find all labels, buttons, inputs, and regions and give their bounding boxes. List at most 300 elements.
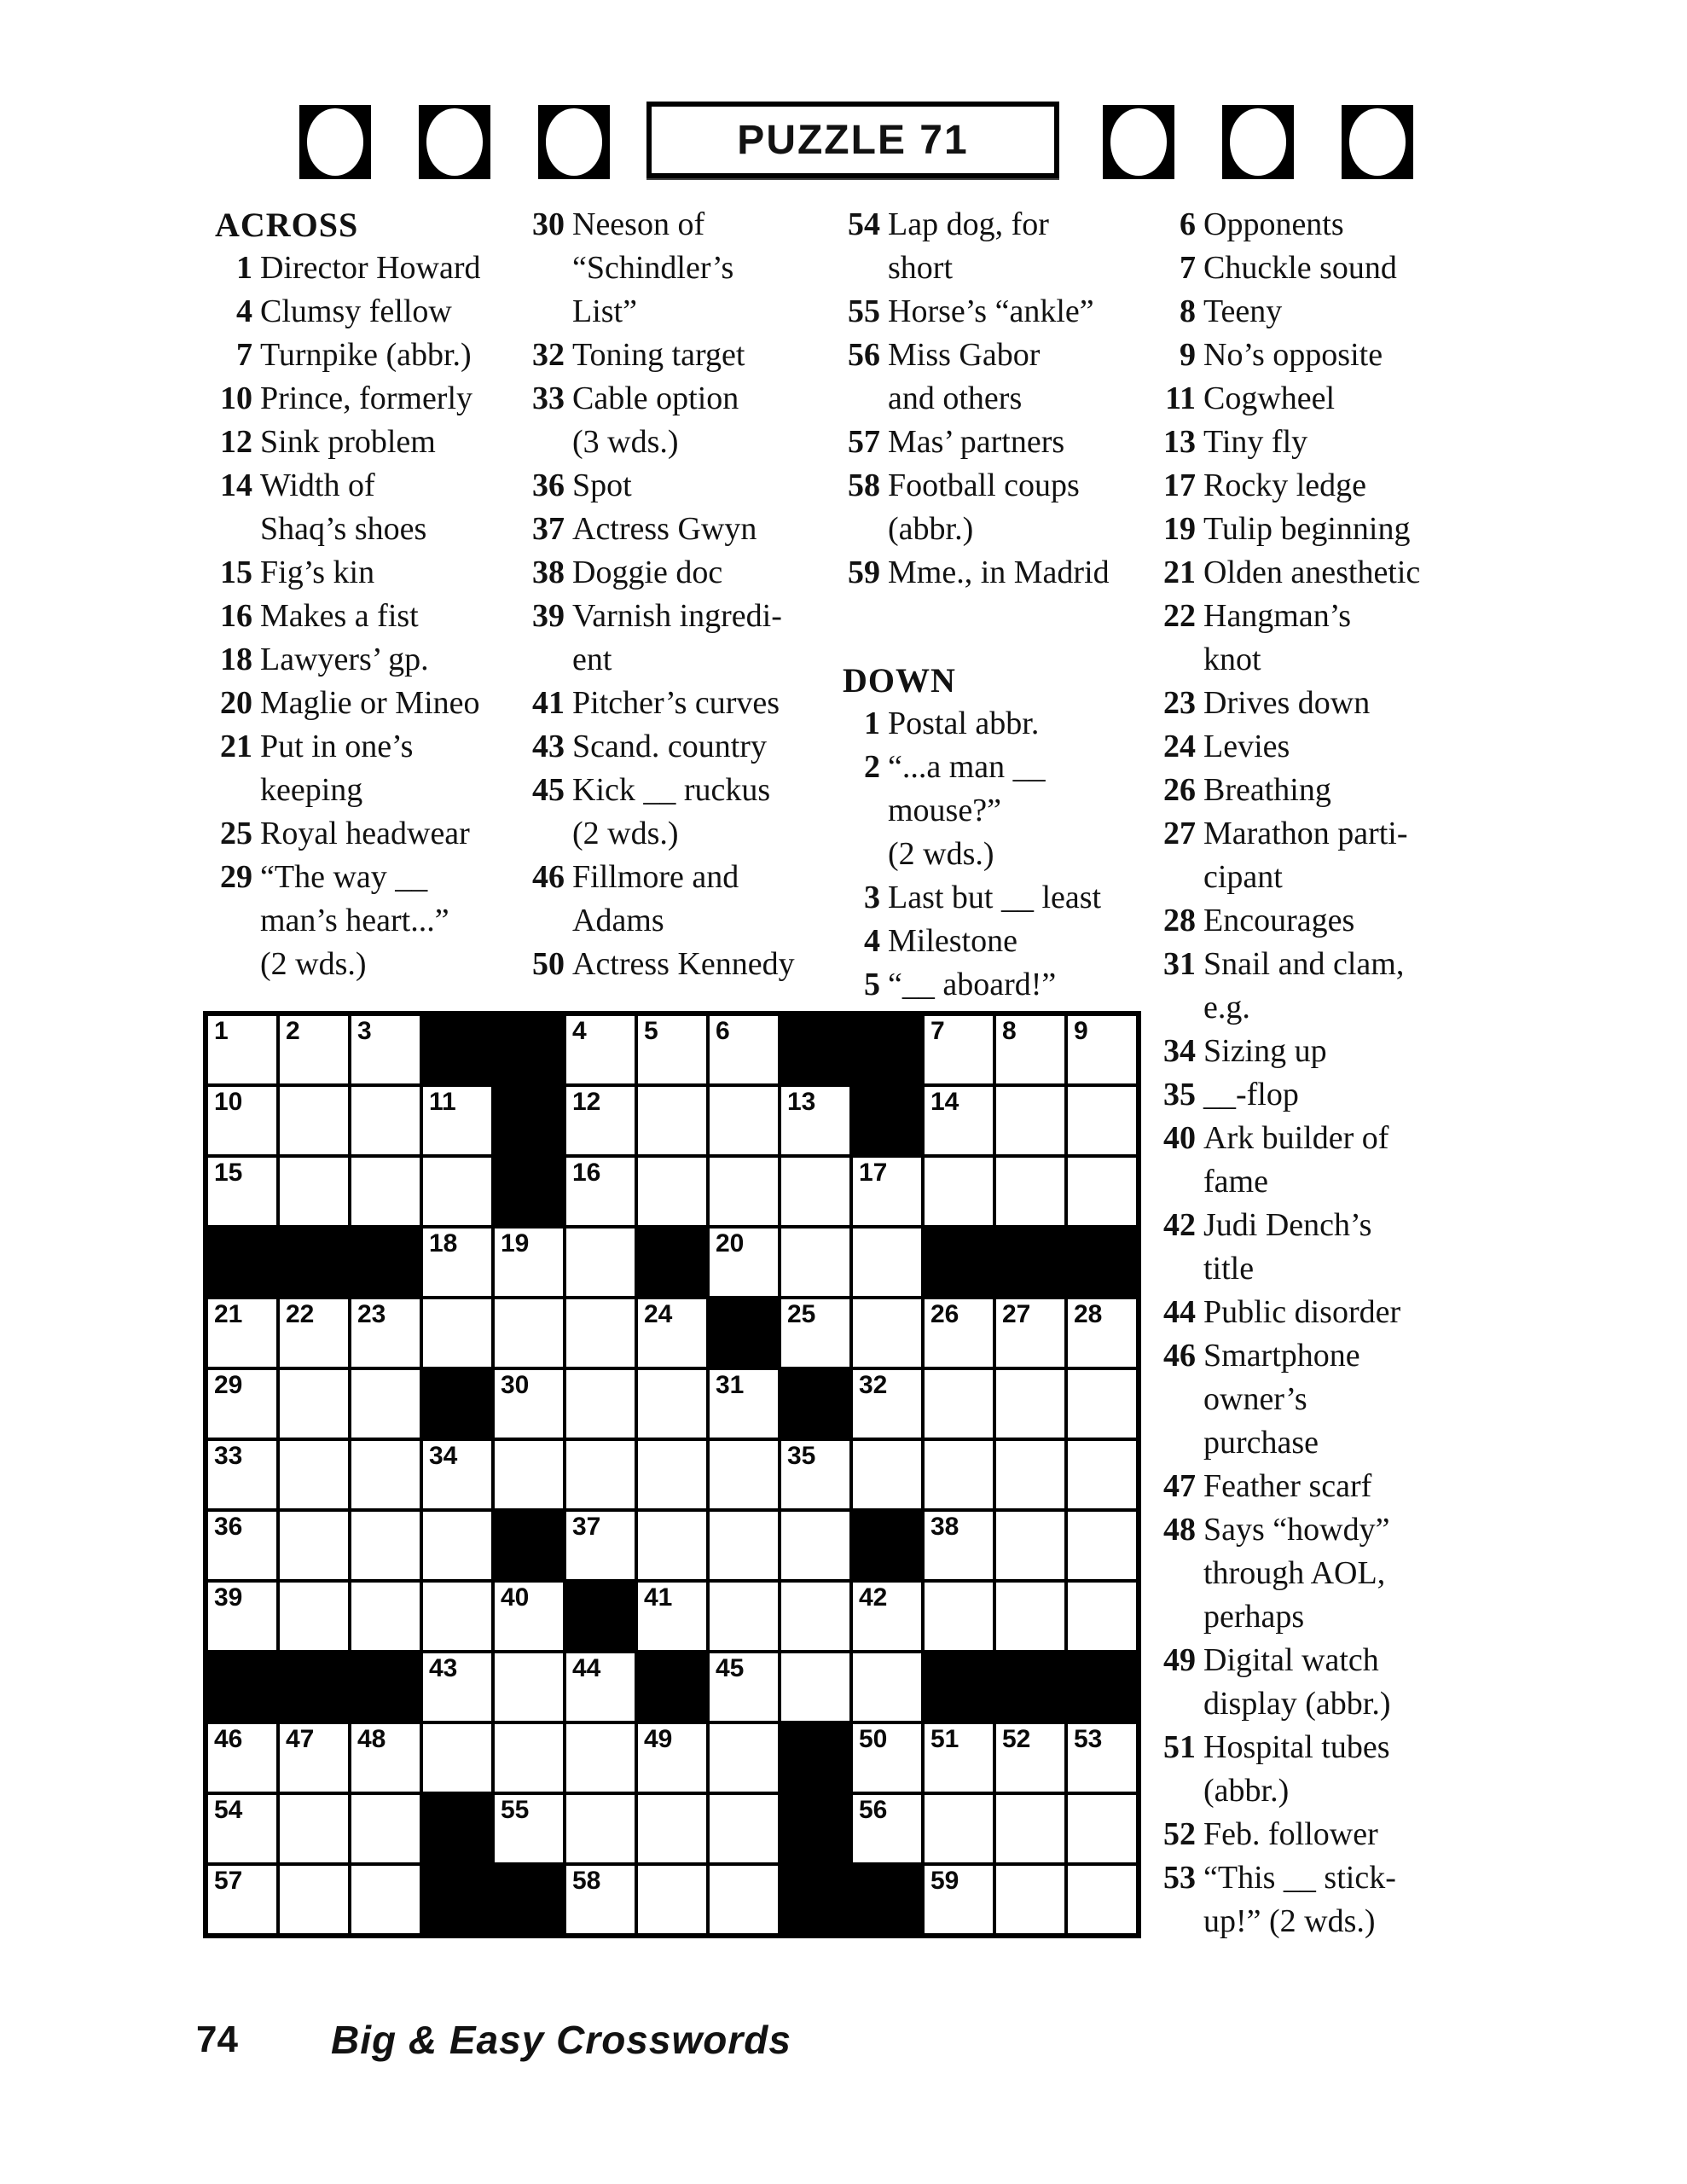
clue-text: perhaps bbox=[1203, 1599, 1305, 1635]
cell-r10c8[interactable] bbox=[708, 1652, 780, 1722]
clue-text: Drives down bbox=[1203, 685, 1371, 721]
cell-r11c13[interactable] bbox=[1066, 1722, 1139, 1793]
black-cell-r10c12 bbox=[994, 1652, 1066, 1722]
clue-number: 56 bbox=[848, 337, 880, 373]
across-clue-37 bbox=[527, 508, 843, 551]
clue-number: 18 bbox=[220, 642, 252, 677]
clue-number-spacer bbox=[1158, 1769, 1196, 1813]
clue-text: “Schindler’s bbox=[572, 250, 734, 286]
cell-r6c5[interactable] bbox=[493, 1368, 565, 1439]
cell-r12c13[interactable] bbox=[1066, 1793, 1139, 1864]
clue-number: 58 bbox=[848, 468, 880, 503]
cell-r1c8[interactable] bbox=[708, 1014, 780, 1085]
cell-r8c11[interactable] bbox=[923, 1510, 994, 1581]
cell-r9c5[interactable] bbox=[493, 1581, 565, 1652]
clue-text: Adams bbox=[572, 903, 664, 938]
cell-r13c7[interactable] bbox=[636, 1864, 708, 1936]
clue-text: (2 wds.) bbox=[888, 836, 994, 872]
cell-r6c2[interactable] bbox=[278, 1368, 350, 1439]
clue-number-spacer bbox=[1158, 1552, 1196, 1595]
cell-r8c4[interactable] bbox=[421, 1510, 493, 1581]
down-clue-9 bbox=[1158, 334, 1504, 377]
cell-number: 58 bbox=[572, 1867, 601, 1895]
cell-r12c2[interactable] bbox=[278, 1793, 350, 1864]
book-title: Big & Easy Crosswords bbox=[331, 2018, 791, 2062]
clue-text: knot bbox=[1203, 642, 1261, 677]
clue-text: Sizing up bbox=[1203, 1033, 1327, 1069]
cell-number: 10 bbox=[214, 1088, 243, 1116]
cell-r10c9[interactable] bbox=[780, 1652, 851, 1722]
clue-text: Turnpike (abbr.) bbox=[260, 337, 472, 373]
clue-text: title bbox=[1203, 1251, 1255, 1287]
across-clue-57 bbox=[843, 421, 1160, 464]
clue-text: Smartphone bbox=[1203, 1338, 1360, 1374]
clue-text: Feb. follower bbox=[1203, 1816, 1378, 1852]
cell-r2c3[interactable] bbox=[350, 1085, 421, 1156]
down-clue-2 bbox=[843, 746, 1160, 876]
cell-r8c7[interactable] bbox=[636, 1510, 708, 1581]
cell-r8c9[interactable] bbox=[780, 1510, 851, 1581]
cell-r3c12[interactable] bbox=[994, 1156, 1066, 1227]
clue-number: 26 bbox=[1163, 772, 1196, 808]
clue-text: Clumsy fellow bbox=[260, 293, 452, 329]
cell-r2c2[interactable] bbox=[278, 1085, 350, 1156]
cell-r1c11[interactable] bbox=[923, 1014, 994, 1085]
grid-row-3 bbox=[206, 1156, 1139, 1227]
cell-r1c13[interactable] bbox=[1066, 1014, 1139, 1085]
clue-number: 7 bbox=[1180, 250, 1196, 286]
cell-r11c8[interactable] bbox=[708, 1722, 780, 1793]
cell-r11c11[interactable] bbox=[923, 1722, 994, 1793]
cell-r6c1[interactable] bbox=[206, 1368, 278, 1439]
cell-r13c8[interactable] bbox=[708, 1864, 780, 1936]
cell-number: 38 bbox=[930, 1513, 959, 1541]
cell-r5c12[interactable] bbox=[994, 1298, 1066, 1368]
black-cell-r4c1 bbox=[206, 1227, 278, 1298]
cell-r7c10[interactable] bbox=[851, 1439, 923, 1510]
clue-number: 55 bbox=[848, 293, 880, 329]
clue-number: 21 bbox=[1163, 555, 1196, 590]
clue-number: 54 bbox=[848, 206, 880, 242]
down-clue-27 bbox=[1158, 812, 1504, 899]
cell-r6c7[interactable] bbox=[636, 1368, 708, 1439]
clue-text: Postal abbr. bbox=[888, 706, 1040, 741]
cell-r7c13[interactable] bbox=[1066, 1439, 1139, 1510]
cell-number: 34 bbox=[429, 1442, 458, 1470]
across-clue-43 bbox=[527, 725, 843, 769]
cell-number: 47 bbox=[286, 1725, 315, 1753]
cell-number: 44 bbox=[572, 1654, 601, 1682]
clue-number: 3 bbox=[864, 880, 880, 915]
black-cell-r13c4 bbox=[421, 1864, 493, 1936]
cell-r1c12[interactable] bbox=[994, 1014, 1066, 1085]
cell-r4c9[interactable] bbox=[780, 1227, 851, 1298]
cell-r13c11[interactable] bbox=[923, 1864, 994, 1936]
cell-number: 40 bbox=[501, 1583, 530, 1612]
black-cell-r10c2 bbox=[278, 1652, 350, 1722]
ornament-square bbox=[1222, 105, 1294, 179]
down-clue-31 bbox=[1158, 943, 1504, 1030]
clue-number: 34 bbox=[1163, 1033, 1196, 1069]
cell-r8c1[interactable] bbox=[206, 1510, 278, 1581]
cell-r11c2[interactable] bbox=[278, 1722, 350, 1793]
cell-r9c9[interactable] bbox=[780, 1581, 851, 1652]
cell-r12c8[interactable] bbox=[708, 1793, 780, 1864]
cell-r3c10[interactable] bbox=[851, 1156, 923, 1227]
across-clue-46 bbox=[527, 856, 843, 943]
clue-text: Levies bbox=[1203, 729, 1290, 764]
across-clue-38 bbox=[527, 551, 843, 595]
clue-number-spacer bbox=[843, 789, 880, 833]
cell-r1c7[interactable] bbox=[636, 1014, 708, 1085]
clue-text: ent bbox=[572, 642, 612, 677]
clue-text: Actress Gwyn bbox=[572, 511, 757, 547]
cell-r6c8[interactable] bbox=[708, 1368, 780, 1439]
cell-r3c4[interactable] bbox=[421, 1156, 493, 1227]
cell-r7c1[interactable] bbox=[206, 1439, 278, 1510]
cell-number: 5 bbox=[644, 1017, 658, 1045]
cell-r6c11[interactable] bbox=[923, 1368, 994, 1439]
cell-r10c10[interactable] bbox=[851, 1652, 923, 1722]
clue-column-2 bbox=[527, 203, 843, 986]
cell-r1c3[interactable] bbox=[350, 1014, 421, 1085]
cell-r5c4[interactable] bbox=[421, 1298, 493, 1368]
cell-r2c12[interactable] bbox=[994, 1085, 1066, 1156]
cell-r3c3[interactable] bbox=[350, 1156, 421, 1227]
clue-text: Kick __ ruckus bbox=[572, 772, 771, 808]
across-clue-14 bbox=[215, 464, 527, 551]
cell-r2c1[interactable] bbox=[206, 1085, 278, 1156]
cell-r9c11[interactable] bbox=[923, 1581, 994, 1652]
cell-r8c3[interactable] bbox=[350, 1510, 421, 1581]
cell-r4c8[interactable] bbox=[708, 1227, 780, 1298]
clue-text: “This __ stick- bbox=[1203, 1860, 1396, 1896]
clue-column-4 bbox=[1158, 203, 1504, 1943]
down-clue-24 bbox=[1158, 725, 1504, 769]
clue-text: Milestone bbox=[888, 923, 1017, 959]
cell-r9c3[interactable] bbox=[350, 1581, 421, 1652]
clue-text: “The way __ bbox=[260, 859, 428, 895]
clue-text: fame bbox=[1203, 1164, 1268, 1199]
clue-number: 50 bbox=[532, 946, 565, 982]
cell-r7c7[interactable] bbox=[636, 1439, 708, 1510]
cell-r3c2[interactable] bbox=[278, 1156, 350, 1227]
cell-number: 59 bbox=[930, 1867, 959, 1895]
black-cell-r1c10 bbox=[851, 1014, 923, 1085]
clue-number: 49 bbox=[1163, 1642, 1196, 1678]
cell-r3c7[interactable] bbox=[636, 1156, 708, 1227]
cell-r3c1[interactable] bbox=[206, 1156, 278, 1227]
cell-r6c6[interactable] bbox=[565, 1368, 636, 1439]
cell-r12c3[interactable] bbox=[350, 1793, 421, 1864]
black-cell-r1c9 bbox=[780, 1014, 851, 1085]
clue-number: 52 bbox=[1163, 1816, 1196, 1852]
cell-r11c7[interactable] bbox=[636, 1722, 708, 1793]
cell-r13c6[interactable] bbox=[565, 1864, 636, 1936]
clue-text: Teeny bbox=[1203, 293, 1283, 329]
across-section bbox=[843, 203, 1160, 595]
cell-r11c12[interactable] bbox=[994, 1722, 1066, 1793]
cell-r8c2[interactable] bbox=[278, 1510, 350, 1581]
clue-text: Miss Gabor bbox=[888, 337, 1041, 373]
cell-r6c3[interactable] bbox=[350, 1368, 421, 1439]
black-cell-r9c6 bbox=[565, 1581, 636, 1652]
cell-r9c12[interactable] bbox=[994, 1581, 1066, 1652]
cell-r3c6[interactable] bbox=[565, 1156, 636, 1227]
cell-r5c1[interactable] bbox=[206, 1298, 278, 1368]
grid-row-11 bbox=[206, 1722, 1139, 1793]
cell-r12c1[interactable] bbox=[206, 1793, 278, 1864]
cell-r10c6[interactable] bbox=[565, 1652, 636, 1722]
grid-row-9 bbox=[206, 1581, 1139, 1652]
cell-r7c5[interactable] bbox=[493, 1439, 565, 1510]
grid-row-7 bbox=[206, 1439, 1139, 1510]
cell-r2c4[interactable] bbox=[421, 1085, 493, 1156]
cell-number: 21 bbox=[214, 1300, 243, 1328]
cell-r12c11[interactable] bbox=[923, 1793, 994, 1864]
across-clue-39 bbox=[527, 595, 843, 682]
cell-r7c3[interactable] bbox=[350, 1439, 421, 1510]
clue-number: 15 bbox=[220, 555, 252, 590]
clue-number-spacer bbox=[1158, 1900, 1196, 1943]
cell-r5c10[interactable] bbox=[851, 1298, 923, 1368]
clue-text: Football coups bbox=[888, 468, 1080, 503]
cell-r11c10[interactable] bbox=[851, 1722, 923, 1793]
cell-r8c8[interactable] bbox=[708, 1510, 780, 1581]
ornament-square bbox=[1342, 105, 1413, 179]
across-clue-41 bbox=[527, 682, 843, 725]
cell-number: 55 bbox=[501, 1796, 530, 1824]
cell-r9c13[interactable] bbox=[1066, 1581, 1139, 1652]
grid-row-12 bbox=[206, 1793, 1139, 1864]
clue-text: owner’s bbox=[1203, 1381, 1307, 1417]
cell-r4c6[interactable] bbox=[565, 1227, 636, 1298]
down-clue-13 bbox=[1158, 421, 1504, 464]
clue-text: Marathon parti- bbox=[1203, 816, 1408, 851]
clue-number: 38 bbox=[532, 555, 565, 590]
cell-r8c12[interactable] bbox=[994, 1510, 1066, 1581]
grid-row-13 bbox=[206, 1864, 1139, 1936]
cell-r10c5[interactable] bbox=[493, 1652, 565, 1722]
cell-r12c5[interactable] bbox=[493, 1793, 565, 1864]
cell-r9c8[interactable] bbox=[708, 1581, 780, 1652]
cell-r12c7[interactable] bbox=[636, 1793, 708, 1864]
cell-r5c13[interactable] bbox=[1066, 1298, 1139, 1368]
clue-text: Varnish ingredi- bbox=[572, 598, 782, 634]
clue-text: “__ aboard!” bbox=[888, 967, 1057, 1002]
cell-r8c6[interactable] bbox=[565, 1510, 636, 1581]
cell-r9c1[interactable] bbox=[206, 1581, 278, 1652]
ornament-square bbox=[299, 105, 371, 179]
clue-text: Feather scarf bbox=[1203, 1468, 1372, 1504]
cell-r3c8[interactable] bbox=[708, 1156, 780, 1227]
clue-number: 8 bbox=[1180, 293, 1196, 329]
clue-text: Scand. country bbox=[572, 729, 767, 764]
clue-number: 33 bbox=[532, 380, 565, 416]
cell-r1c6[interactable] bbox=[565, 1014, 636, 1085]
cell-r5c7[interactable] bbox=[636, 1298, 708, 1368]
cell-r7c8[interactable] bbox=[708, 1439, 780, 1510]
down-clue-8 bbox=[1158, 290, 1504, 334]
cell-r13c12[interactable] bbox=[994, 1864, 1066, 1936]
across-clue-59 bbox=[843, 551, 1160, 595]
clue-number-spacer bbox=[1158, 1682, 1196, 1726]
cell-number: 57 bbox=[214, 1867, 243, 1895]
cell-r11c6[interactable] bbox=[565, 1722, 636, 1793]
down-clue-52 bbox=[1158, 1813, 1504, 1856]
cell-r2c7[interactable] bbox=[636, 1085, 708, 1156]
cell-r9c2[interactable] bbox=[278, 1581, 350, 1652]
puzzle-title-box bbox=[646, 102, 1059, 178]
across-clue-33 bbox=[527, 377, 843, 464]
clue-text: Doggie doc bbox=[572, 555, 723, 590]
cell-number: 29 bbox=[214, 1371, 243, 1399]
clue-number: 2 bbox=[864, 749, 880, 785]
cell-r5c2[interactable] bbox=[278, 1298, 350, 1368]
cell-r8c13[interactable] bbox=[1066, 1510, 1139, 1581]
clue-number: 43 bbox=[532, 729, 565, 764]
across-clue-36 bbox=[527, 464, 843, 508]
clue-number: 47 bbox=[1163, 1468, 1196, 1504]
cell-number: 39 bbox=[214, 1583, 243, 1612]
clue-text: Prince, formerly bbox=[260, 380, 473, 416]
cell-r2c11[interactable] bbox=[923, 1085, 994, 1156]
cell-r7c6[interactable] bbox=[565, 1439, 636, 1510]
clue-number: 22 bbox=[1163, 598, 1196, 634]
black-cell-r10c13 bbox=[1066, 1652, 1139, 1722]
down-clue-51 bbox=[1158, 1726, 1504, 1813]
cell-r13c1[interactable] bbox=[206, 1864, 278, 1936]
cell-r13c3[interactable] bbox=[350, 1864, 421, 1936]
black-cell-r13c10 bbox=[851, 1864, 923, 1936]
cell-r7c9[interactable] bbox=[780, 1439, 851, 1510]
cell-r6c13[interactable] bbox=[1066, 1368, 1139, 1439]
cell-r6c10[interactable] bbox=[851, 1368, 923, 1439]
clue-text: Lap dog, for bbox=[888, 206, 1049, 242]
across-clue-7 bbox=[215, 334, 527, 377]
cell-r13c13[interactable] bbox=[1066, 1864, 1139, 1936]
clue-text: purchase bbox=[1203, 1425, 1319, 1461]
down-clue-28 bbox=[1158, 899, 1504, 943]
across-clue-30 bbox=[527, 203, 843, 334]
black-cell-r4c13 bbox=[1066, 1227, 1139, 1298]
cell-number: 12 bbox=[572, 1088, 601, 1116]
down-clue-22 bbox=[1158, 595, 1504, 682]
cell-r3c9[interactable] bbox=[780, 1156, 851, 1227]
clue-number: 11 bbox=[1165, 380, 1196, 416]
down-clue-21 bbox=[1158, 551, 1504, 595]
cell-r2c8[interactable] bbox=[708, 1085, 780, 1156]
cell-number: 42 bbox=[859, 1583, 888, 1612]
clue-text: Last but __ least bbox=[888, 880, 1102, 915]
black-cell-r1c4 bbox=[421, 1014, 493, 1085]
clue-number-spacer bbox=[215, 899, 252, 943]
clue-number-spacer bbox=[843, 508, 880, 551]
cell-r5c9[interactable] bbox=[780, 1298, 851, 1368]
cell-r5c11[interactable] bbox=[923, 1298, 994, 1368]
cell-r4c10[interactable] bbox=[851, 1227, 923, 1298]
clue-text: Tiny fly bbox=[1203, 424, 1308, 460]
cell-r7c4[interactable] bbox=[421, 1439, 493, 1510]
cell-r13c2[interactable] bbox=[278, 1864, 350, 1936]
across-clue-15 bbox=[215, 551, 527, 595]
cell-r11c4[interactable] bbox=[421, 1722, 493, 1793]
cell-number: 30 bbox=[501, 1371, 530, 1399]
clue-number-spacer bbox=[527, 899, 565, 943]
cell-r11c1[interactable] bbox=[206, 1722, 278, 1793]
cell-number: 48 bbox=[357, 1725, 386, 1753]
cell-r12c12[interactable] bbox=[994, 1793, 1066, 1864]
cell-r6c12[interactable] bbox=[994, 1368, 1066, 1439]
clue-number: 28 bbox=[1163, 903, 1196, 938]
cell-r4c4[interactable] bbox=[421, 1227, 493, 1298]
clue-text: Ark builder of bbox=[1203, 1120, 1389, 1156]
cell-number: 33 bbox=[214, 1442, 243, 1470]
cell-r1c2[interactable] bbox=[278, 1014, 350, 1085]
cell-r7c12[interactable] bbox=[994, 1439, 1066, 1510]
cell-r12c6[interactable] bbox=[565, 1793, 636, 1864]
grid-row-10 bbox=[206, 1652, 1139, 1722]
clue-number: 53 bbox=[1163, 1860, 1196, 1896]
clue-number-spacer bbox=[1158, 1160, 1196, 1204]
clue-number-spacer bbox=[843, 377, 880, 421]
black-cell-r12c9 bbox=[780, 1793, 851, 1864]
cell-r1c1[interactable] bbox=[206, 1014, 278, 1085]
cell-r7c2[interactable] bbox=[278, 1439, 350, 1510]
ornament-square bbox=[1103, 105, 1174, 179]
clue-text: Lawyers’ gp. bbox=[260, 642, 429, 677]
cell-r2c9[interactable] bbox=[780, 1085, 851, 1156]
cell-r2c13[interactable] bbox=[1066, 1085, 1139, 1156]
cell-r5c6[interactable] bbox=[565, 1298, 636, 1368]
across-clue-55 bbox=[843, 290, 1160, 334]
across-clue-54 bbox=[843, 203, 1160, 290]
clue-text: display (abbr.) bbox=[1203, 1686, 1391, 1722]
clue-text: Encourages bbox=[1203, 903, 1355, 938]
cell-r3c13[interactable] bbox=[1066, 1156, 1139, 1227]
cell-r7c11[interactable] bbox=[923, 1439, 994, 1510]
clue-text: Public disorder bbox=[1203, 1294, 1401, 1330]
clue-text: Maglie or Mineo bbox=[260, 685, 480, 721]
cell-r9c10[interactable] bbox=[851, 1581, 923, 1652]
cell-r2c6[interactable] bbox=[565, 1085, 636, 1156]
cell-r9c7[interactable] bbox=[636, 1581, 708, 1652]
cell-r3c11[interactable] bbox=[923, 1156, 994, 1227]
cell-r4c5[interactable] bbox=[493, 1227, 565, 1298]
clue-number-spacer bbox=[843, 247, 880, 290]
clue-number: 10 bbox=[220, 380, 252, 416]
cell-r11c3[interactable] bbox=[350, 1722, 421, 1793]
cell-r10c4[interactable] bbox=[421, 1652, 493, 1722]
cell-r11c5[interactable] bbox=[493, 1722, 565, 1793]
cell-r12c10[interactable] bbox=[851, 1793, 923, 1864]
clue-text: Actress Kennedy bbox=[572, 946, 795, 982]
clue-number: 29 bbox=[220, 859, 252, 895]
ornament-squares-right bbox=[1103, 105, 1413, 179]
clue-text: Width of bbox=[260, 468, 375, 503]
clue-text: Makes a fist bbox=[260, 598, 419, 634]
cell-number: 7 bbox=[930, 1017, 945, 1045]
cell-number: 32 bbox=[859, 1371, 888, 1399]
cell-r9c4[interactable] bbox=[421, 1581, 493, 1652]
black-cell-r4c7 bbox=[636, 1227, 708, 1298]
cell-r5c5[interactable] bbox=[493, 1298, 565, 1368]
cell-number: 19 bbox=[501, 1229, 530, 1258]
clue-number: 32 bbox=[532, 337, 565, 373]
cell-r5c3[interactable] bbox=[350, 1298, 421, 1368]
down-clue-4 bbox=[843, 920, 1160, 963]
grid-row-4 bbox=[206, 1227, 1139, 1298]
